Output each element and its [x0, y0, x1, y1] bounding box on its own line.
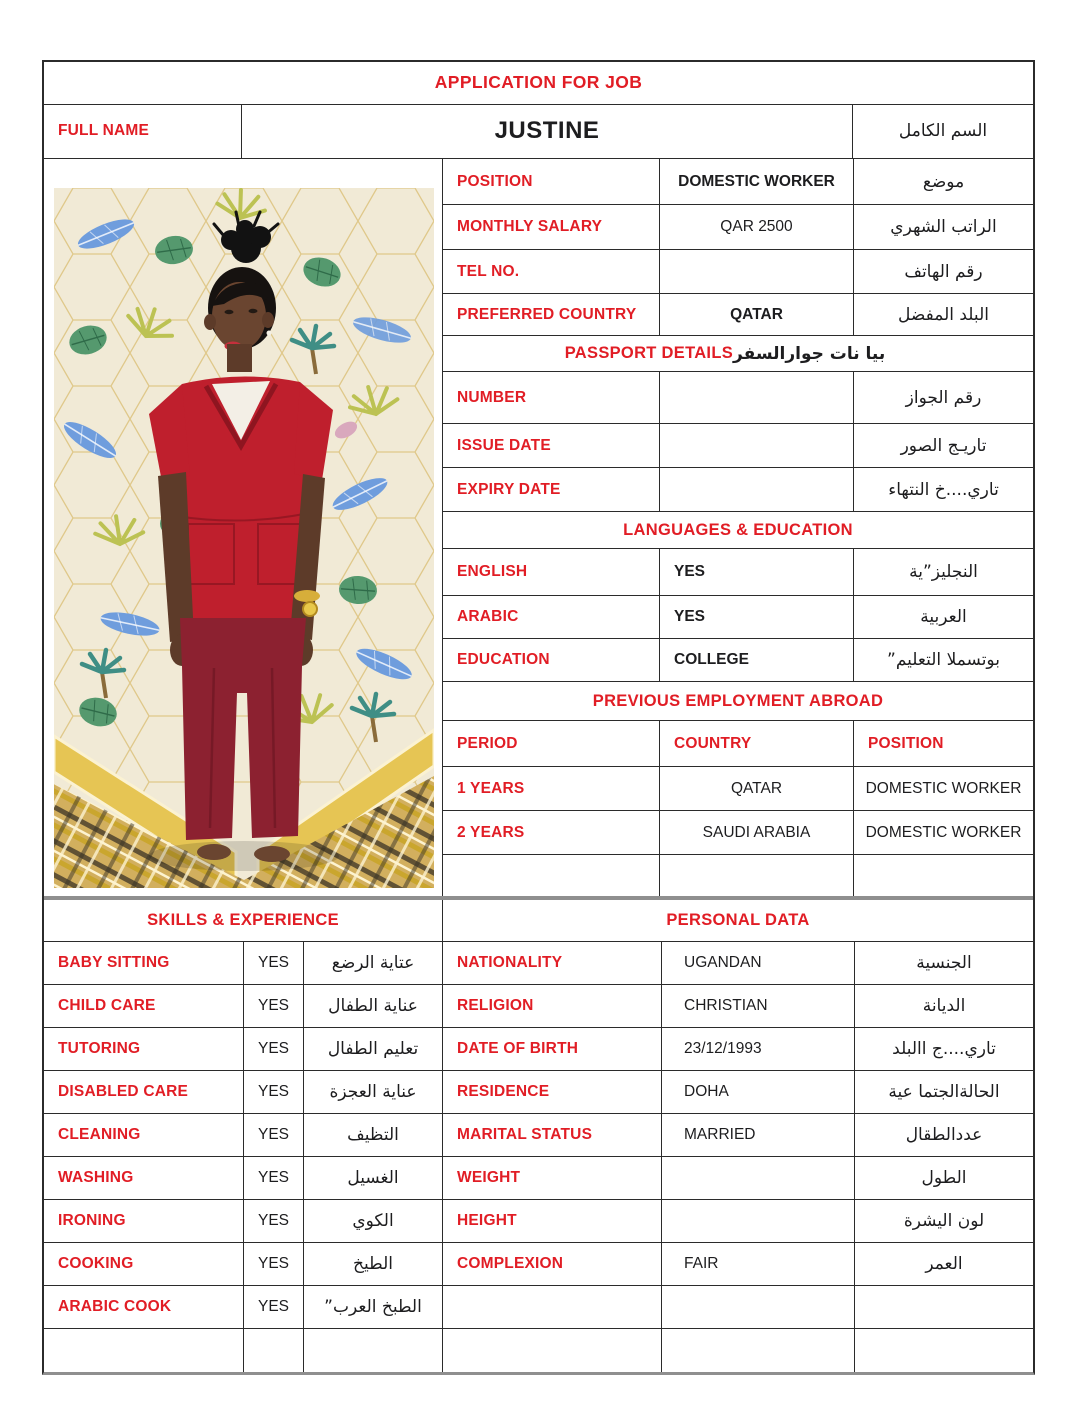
languages-section-header	[443, 512, 1033, 549]
salary-arabic: الراتب الشهري	[890, 217, 997, 237]
employment-columns-row	[443, 721, 1033, 767]
applicant-photo	[54, 188, 434, 888]
empty-cell	[855, 1329, 1033, 1372]
employment-2-position: DOMESTIC WORKER	[865, 823, 1022, 841]
english-row	[443, 549, 1033, 596]
personal-label: MARITAL STATUS	[443, 1114, 662, 1156]
education-label: EDUCATION	[443, 639, 660, 681]
empty-cell	[443, 1286, 662, 1328]
passport-number-row	[443, 372, 1033, 424]
preferred-country-arabic: البلد المفضل	[898, 304, 989, 325]
english-arabic: النجليز”ية	[909, 562, 978, 582]
personal-value: FAIR	[662, 1243, 855, 1285]
passport-number-arabic: رقم الجواز	[905, 387, 982, 408]
skill-value: YES	[244, 942, 304, 984]
employment-1-period: 1 YEARS	[443, 767, 660, 810]
empty-cell	[304, 1329, 443, 1372]
skill-personal-row	[44, 1114, 1033, 1157]
form-title: APPLICATION FOR JOB	[434, 72, 643, 93]
bottom-headers-row	[44, 900, 1033, 942]
full-name-row	[44, 105, 1033, 159]
skill-personal-row	[44, 1028, 1033, 1071]
education-value: COLLEGE	[660, 639, 854, 681]
passport-number-value	[660, 372, 854, 423]
empty-cell	[44, 1329, 244, 1372]
full-name-value: JUSTINE	[242, 105, 853, 158]
preferred-country-value: QATAR	[660, 294, 854, 335]
issue-date-arabic: تاريـج الصور	[900, 435, 987, 456]
tel-label: TEL NO.	[443, 250, 660, 293]
issue-date-value	[660, 424, 854, 467]
personal-section-header: PERSONAL DATA	[666, 911, 810, 929]
skill-value: YES	[244, 985, 304, 1027]
personal-label: DATE OF BIRTH	[443, 1028, 662, 1070]
skill-value: YES	[244, 1157, 304, 1199]
english-value: YES	[660, 549, 854, 595]
skill-value: YES	[244, 1028, 304, 1070]
skill-arabic: تعليم الطفال	[304, 1028, 443, 1070]
skill-arabic: الكوي	[304, 1200, 443, 1242]
personal-arabic: الديانة	[922, 996, 966, 1016]
arabic-value: YES	[660, 596, 854, 638]
skill-label: WASHING	[44, 1157, 244, 1199]
employment-section-header	[443, 682, 1033, 721]
personal-value: MARRIED	[662, 1114, 855, 1156]
education-arabic: بوتسملا التعليم”	[887, 650, 1000, 670]
tel-arabic: رقم الهاتف	[904, 261, 983, 282]
photo-cell	[44, 159, 443, 896]
empty-bottom-row	[44, 1329, 1033, 1372]
issue-date-label: ISSUE DATE	[443, 424, 660, 467]
personal-value: DOHA	[662, 1071, 855, 1113]
skill-label: COOKING	[44, 1243, 244, 1285]
info-column	[443, 159, 1033, 896]
employment-col-country: COUNTRY	[660, 721, 854, 766]
employment-empty-row	[443, 855, 1033, 896]
expiry-date-row	[443, 468, 1033, 512]
skill-arabic: عتاية الرضع	[304, 942, 443, 984]
skills-section-header: SKILLS & EXPERIENCE	[44, 900, 443, 941]
personal-arabic: الجنسية	[916, 953, 972, 973]
position-value: DOMESTIC WORKER	[660, 159, 854, 204]
personal-label: COMPLEXION	[443, 1243, 662, 1285]
personal-label: WEIGHT	[443, 1157, 662, 1199]
preferred-country-label: PREFERRED COUNTRY	[443, 294, 660, 335]
skill-arabic: الطبخ العرب”	[304, 1286, 443, 1328]
bottom-section	[44, 896, 1033, 1372]
personal-label: RELIGION	[443, 985, 662, 1027]
tel-row	[443, 250, 1033, 294]
employment-col-position: POSITION	[868, 734, 944, 752]
full-name-label: FULL NAME	[44, 105, 242, 158]
passport-section-header	[443, 336, 1033, 372]
personal-arabic: لون اليشرة	[903, 1211, 985, 1231]
personal-arabic: الطول	[921, 1168, 967, 1188]
personal-arabic: عددالطقال	[905, 1125, 983, 1145]
personal-value: 23/12/1993	[662, 1028, 855, 1070]
skill-personal-row	[44, 1286, 1033, 1329]
skill-value: YES	[244, 1071, 304, 1113]
salary-label: MONTHLY SALARY	[443, 205, 660, 249]
empty-cell	[855, 1286, 1033, 1328]
skill-arabic: عناية العجزة	[304, 1071, 443, 1113]
skill-value: YES	[244, 1243, 304, 1285]
personal-label: HEIGHT	[443, 1200, 662, 1242]
skill-label: BABY SITTING	[44, 942, 244, 984]
skill-label: DISABLED CARE	[44, 1071, 244, 1113]
personal-value: UGANDAN	[662, 942, 855, 984]
empty-cell	[662, 1329, 855, 1372]
employment-header-text: PREVIOUS EMPLOYMENT ABROAD	[592, 691, 884, 710]
personal-label: RESIDENCE	[443, 1071, 662, 1113]
employment-2-country: SAUDI ARABIA	[660, 811, 854, 854]
middle-section	[44, 159, 1033, 896]
employment-row-1	[443, 767, 1033, 811]
empty-cell	[244, 1329, 304, 1372]
skill-personal-row	[44, 1243, 1033, 1286]
arabic-arabic: العربية	[920, 607, 967, 627]
skill-label: ARABIC COOK	[44, 1286, 244, 1328]
skill-personal-row	[44, 942, 1033, 985]
position-row	[443, 159, 1033, 205]
employment-row-2	[443, 811, 1033, 855]
skill-label: IRONING	[44, 1200, 244, 1242]
skill-personal-row	[44, 1157, 1033, 1200]
employment-1-country: QATAR	[660, 767, 854, 810]
personal-arabic: الحالةالجتما عية	[888, 1082, 1000, 1102]
english-label: ENGLISH	[443, 549, 660, 595]
preferred-country-row	[443, 294, 1033, 336]
passport-header-ar: بيا نات جوارالسفر	[733, 343, 886, 364]
expiry-date-value	[660, 468, 854, 511]
position-label: POSITION	[443, 159, 660, 204]
employment-col-period: PERIOD	[443, 721, 660, 766]
position-arabic: موضع	[922, 171, 965, 192]
empty-cell	[854, 855, 1033, 896]
passport-number-label: NUMBER	[443, 372, 660, 423]
personal-value	[662, 1200, 855, 1242]
empty-cell	[443, 1329, 662, 1372]
employment-2-period: 2 YEARS	[443, 811, 660, 854]
issue-date-row	[443, 424, 1033, 468]
expiry-date-label: EXPIRY DATE	[443, 468, 660, 511]
personal-value	[662, 1157, 855, 1199]
full-name-arabic: السم الكامل	[898, 121, 988, 142]
skill-label: CHILD CARE	[44, 985, 244, 1027]
skill-label: CLEANING	[44, 1114, 244, 1156]
education-row	[443, 639, 1033, 682]
skill-value: YES	[244, 1114, 304, 1156]
personal-arabic: تاري....ج االبلد	[892, 1039, 996, 1059]
languages-header-text: LANGUAGES & EDUCATION	[623, 520, 853, 539]
skill-personal-row	[44, 985, 1033, 1028]
employment-1-position: DOMESTIC WORKER	[865, 779, 1022, 797]
tel-value	[660, 250, 854, 293]
title-row	[44, 62, 1033, 105]
personal-value: CHRISTIAN	[662, 985, 855, 1027]
empty-cell	[443, 855, 660, 896]
skill-arabic: التظيف	[304, 1114, 443, 1156]
salary-value: QAR 2500	[660, 205, 854, 249]
skill-personal-row	[44, 1200, 1033, 1243]
skill-value: YES	[244, 1286, 304, 1328]
skill-arabic: عناية الطفال	[304, 985, 443, 1027]
personal-label: NATIONALITY	[443, 942, 662, 984]
arabic-label: ARABIC	[443, 596, 660, 638]
skill-personal-row	[44, 1071, 1033, 1114]
salary-row	[443, 205, 1033, 250]
passport-header-en: PASSPORT DETAILS	[564, 344, 734, 362]
empty-cell	[660, 855, 854, 896]
empty-cell	[662, 1286, 855, 1328]
expiry-date-arabic: تاري....خ النتهاء	[888, 479, 999, 500]
skill-value: YES	[244, 1200, 304, 1242]
personal-arabic: العمر	[925, 1254, 963, 1274]
arabic-row	[443, 596, 1033, 639]
skill-label: TUTORING	[44, 1028, 244, 1070]
skill-arabic: الطيخ	[304, 1243, 443, 1285]
skill-arabic: الغسيل	[304, 1157, 443, 1199]
application-table	[42, 60, 1035, 1375]
